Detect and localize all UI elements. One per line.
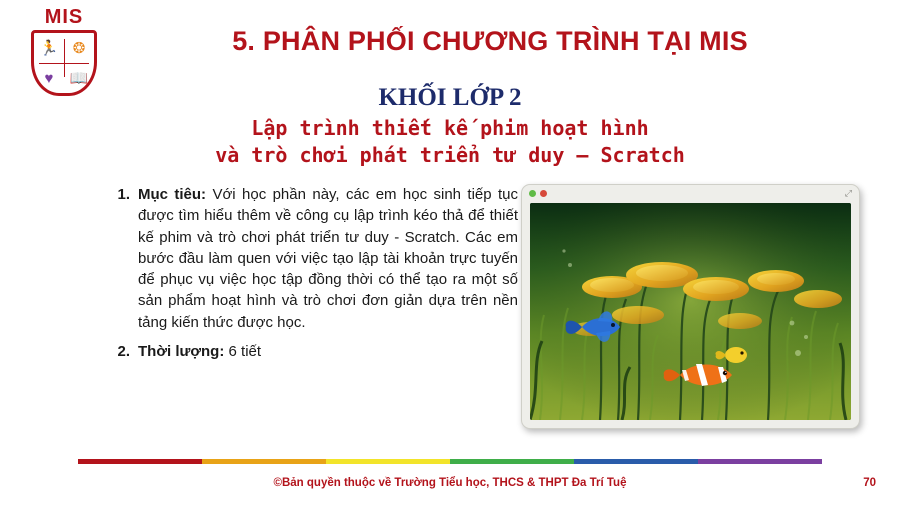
runner-icon: 🏃: [39, 39, 59, 57]
aquarium-photo: [530, 203, 851, 420]
window-green-dot-icon[interactable]: [529, 190, 536, 197]
footer-color-rule: [78, 459, 822, 464]
rule-segment-green: [450, 459, 574, 464]
slide-subtitle-course: [0, 115, 900, 169]
content-list: [108, 184, 518, 370]
list-item-text: 6 tiết: [224, 343, 262, 361]
copyright-text: ©Bản quyền thuộc về Trường Tiểu học, THCS & THPT Đa Trí Tuệ: [273, 477, 627, 489]
list-item-label: Thời lượng:: [138, 343, 225, 361]
list-item-number: 1.: [117, 186, 130, 203]
logo-text: MIS: [44, 6, 84, 28]
expand-icon[interactable]: ⤢: [844, 187, 852, 198]
slide-subtitle: KHỐI LỚP 2: [378, 84, 522, 111]
heart-icon: ♥: [44, 69, 54, 87]
list-item-body: [138, 341, 518, 362]
window-red-dot-icon[interactable]: [540, 190, 547, 197]
rule-segment-orange: [202, 459, 326, 464]
course-title-line-2: và trò chơi phát triển tư duy – Scratch: [215, 143, 685, 167]
slide-title: 5. PHÂN PHỐI CHƯƠNG TRÌNH TẠI MIS: [232, 26, 748, 56]
list-item-text: Với học phần này, các em học sinh tiếp tục được tìm hiểu thêm về công cụ lập trình kéo thả để thiết kế phim và trò chơi phát triển tư duy - Scratch. Các em bước đầu làm quen với việc tạo lập tài khoản trực tuyến để phục vụ việc học tập đồng thời có thể tạo ra một số sản phẩm hoạt hình và trò chơi đơn giản dựa trên nền tảng kiến thức được học.: [138, 186, 518, 331]
list-item-label: Mục tiêu:: [138, 186, 207, 203]
list-item-number: 2.: [117, 343, 130, 361]
image-window-frame: [521, 184, 860, 429]
window-title-bar: [522, 185, 859, 201]
sun-icon: ❂: [72, 39, 86, 57]
page-number: 70: [863, 477, 876, 489]
rule-segment-red: [78, 459, 202, 464]
list-item: [108, 184, 518, 333]
list-item: [108, 341, 518, 362]
rule-segment-yellow: [326, 459, 450, 464]
rule-segment-blue: [574, 459, 698, 464]
course-title-line-1: Lập trình thiết kế phim hoạt hình: [251, 116, 649, 140]
list-item-body: [138, 184, 518, 333]
book-icon: 📖: [69, 69, 89, 87]
rule-segment-purple: [698, 459, 822, 464]
